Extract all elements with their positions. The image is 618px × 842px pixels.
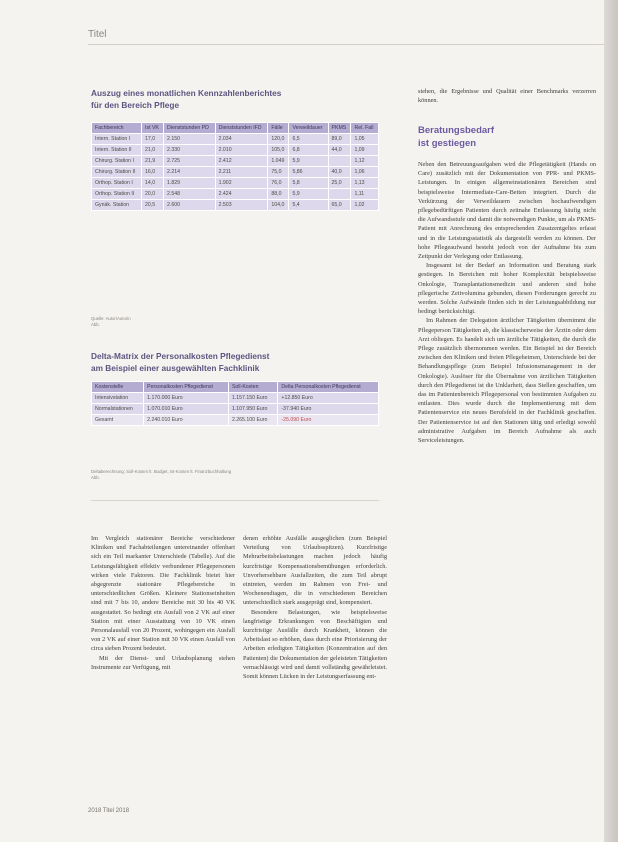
table2-cell: Intensivstation: [92, 393, 144, 404]
table1-cell: 25,0: [328, 178, 351, 189]
table1-cell: 1,02: [351, 200, 379, 211]
table2-cell: 1.107.950 Euro: [228, 404, 277, 415]
table1-cell: 1.829: [164, 178, 216, 189]
table2-source: Deltaberechnung: Soll-Kosten lt. Budget, Ist-Kosten lt. Finanzbuchhaltung Abb.: [91, 469, 232, 480]
table1-cell: 75,0: [268, 167, 289, 178]
table-row: [92, 167, 379, 178]
table-row: [92, 156, 379, 167]
table1-cell: Intern. Station II: [92, 145, 142, 156]
table1-cell: 1.049: [268, 156, 289, 167]
table1-cell: 2.725: [164, 156, 216, 167]
table2-header-cell: Kostenstelle: [92, 382, 144, 393]
table1-cell: 1,05: [351, 134, 379, 145]
table1-cell: 14,0: [142, 178, 164, 189]
page-edge-shadow: [604, 0, 618, 842]
kennzahlen-table: [91, 122, 379, 211]
table1-cell: 65,0: [328, 200, 351, 211]
table1-cell: 2.034: [215, 134, 268, 145]
table1-cell: Gynäk. Station: [92, 200, 142, 211]
table1-cell: 2.150: [164, 134, 216, 145]
table1-header-cell: Dienststunden IFD: [215, 123, 268, 134]
table2-cell: -25.090 Euro: [278, 415, 379, 426]
table1-cell: 2.010: [215, 145, 268, 156]
right-column-continuation: stehen, die Ergebnisse und Qualität einer Benchmarks verzerren können.: [418, 88, 596, 105]
table1-title: Auszug eines monatlichen Kennzahlenberichtes für den Bereich Pflege: [91, 88, 282, 110]
table1-cell: Chirurg. Station I: [92, 156, 142, 167]
table1-source: Quelle: Autor/Autorin Abb.: [91, 316, 131, 327]
table1-cell: 5,86: [289, 167, 328, 178]
table1-cell: 5,8: [289, 178, 328, 189]
table1-header-cell: Ist VK: [142, 123, 164, 134]
paragraph: Insgesamt ist der Bedarf an Information und Beratung stark gestiegen. In Bereichen mit hoher Komplexität beispielsweise Onkologie, Transplantationsmedizin und anderen sind hohe pflegerische Zeitvolumina gebunden, diesen Forderungen gerecht zu werden. Solche Aufwände finden sich in der Leistungsabbildung nur bedingt berücksichtigt.: [418, 262, 596, 316]
table1-cell: 5,9: [289, 189, 328, 200]
table-header-row: [92, 382, 379, 393]
table1-cell: 1,06: [351, 167, 379, 178]
table2-cell: 1.170.000 Euro: [144, 393, 229, 404]
table2-header-cell: Personalkosten Pflegedienst: [144, 382, 229, 393]
table1-cell: 6,5: [289, 134, 328, 145]
table1-cell: 21,9: [142, 156, 164, 167]
paragraph: Besondere Belastungen, wie beispielsweise langfristige Erkrankungen von Beschäftigten und kurzfristige Ausfälle durch Krankheit, können die Arbeitslast so erhöhen, dass durch eine Priorisierung der Arbeiten erledigten Tätigkeiten (Konzentration auf den Patienten) die Dokumentation der geleisteten Tätigkeiten vernachlässigt wird und damit vollständig gewährleistet. Somit können Lücken in der Leistungserfassung ent-: [243, 608, 387, 681]
section-heading: Beratungsbedarf ist gestiegen: [418, 125, 495, 149]
table1-cell: 104,0: [268, 200, 289, 211]
table2-header-cell: Delta Personalkosten Pflegedienst: [278, 382, 379, 393]
table1-cell: 105,0: [268, 145, 289, 156]
table1-cell: 120,0: [268, 134, 289, 145]
table1-cell: 2.548: [164, 189, 216, 200]
paragraph: Mit der Dienst- und Urlaubsplanung stehen Instrumente zur Verfügung, mit: [91, 654, 235, 671]
running-head: Titel: [88, 29, 107, 40]
table1-cell: 2.412: [215, 156, 268, 167]
table1-cell: 76,0: [268, 178, 289, 189]
table1-cell: 1,12: [351, 156, 379, 167]
table2-cell: 1.157.150 Euro: [228, 393, 277, 404]
table1-header-cell: PKMS: [328, 123, 351, 134]
table1-cell: 5,9: [289, 156, 328, 167]
table-row: [92, 415, 379, 426]
table2-cell: Normalstationen: [92, 404, 144, 415]
table1-cell: [328, 156, 351, 167]
table1-cell: 20,5: [142, 200, 164, 211]
table2-cell: +12.850 Euro: [278, 393, 379, 404]
table1-cell: 2.330: [164, 145, 216, 156]
paragraph: Neben den Betreuungsaufgaben wird die Pflegetätigkeit (Hands on Care) zusätzlich mit der Dokumentation von PPR- und PKMS-Leistungen. In einigen allgemeinstationären Bereichen sind beispielsweise Intermediate-Care-Betten integriert. Durch die Verkürzung der Verweildauern zwischen hochaufwendigen pflegebedürftigen Patienten durch zeitnahe Entlassung häufig nicht die Aufwandsstufe und damit die notwendigen Punkte, um als PKMS-Patient mit Anrechnung des entsprechenden Zusatzentgeltes erfasst und in die Leistungsstatistik als dargestellt werden zu können. Der hohe Pflegeaufwand besteht jedoch von der Aufnahme bis zum Zeitpunkt der Verlegung oder Entlassung.: [418, 161, 596, 261]
table1-cell: 1.902: [215, 178, 268, 189]
body-column-right: [418, 160, 596, 445]
table1-cell: 6,8: [289, 145, 328, 156]
table1-cell: 17,0: [142, 134, 164, 145]
section-divider: [91, 500, 379, 501]
table-row: [92, 393, 379, 404]
paragraph: Im Vergleich stationärer Bereiche verschiedener Kliniken und Fachabteilungen untereinander offenbart sich ein Teil markanter Unterschiede (Tabelle). Auf die Leistungsfähigkeit effektiv verbundener Pflegepersonen wirken viele Faktoren. Die Fachklinik bietet hier abgegrenzte stationäre Pflegebereiche in unterschiedlichen Größen. Kleinere Stationseinheiten sind mit 7 bis 10, andere Bereiche mit 30 bis 40 VK ausgestattet. So bedingt ein Ausfall von 2 VK auf einer Station mit einer Ausstattung von 10 VK einen Personalausfall von 20 Prozent, wohingegen ein Ausfall von 2 VK auf einer Station mit 30 VK einen Ausfall von circa sieben Prozent bedeutet.: [91, 535, 235, 653]
table-row: [92, 145, 379, 156]
paragraph: Im Rahmen der Delegation ärztlicher Tätigkeiten übernimmt die Pflegeperson Tätigkeiten ab, die klassischerweise der Ärztin oder dem Arzt obliegen. Es handelt sich um ärztliche Tätigkeiten, die durch die Pflege zusätzlich übernommen werden. Ein Beispiel ist der Bereich zwischen den Kliniken und freien Pflegeheimen, Unterschiede bei der Behandlungspflege (zum Beispiel Infusionsmanagement in der Onkologie). Auslöser für die Übernahme von ärztlichen Tätigkeiten durch den Pflegedienst ist die Unklarheit, dass Stellen geschaffen, um das im Patientenbereich Pflegepersonal von bestimmten Aufgaben zu entlasten. Dies wurde durch die Implementierung mit dem Patientenservice ein neues Berufsfeld in der Fachklinik geschaffen. Der Patientenservice ist auf den Stationen tätig und erledigt sowohl administrative Aufgaben im Bereich Aufnahme als auch Serviceleistungen.: [418, 317, 596, 445]
table2-header-cell: Soll-Kosten: [228, 382, 277, 393]
delta-matrix-table: [91, 381, 379, 426]
table1-cell: 16,0: [142, 167, 164, 178]
table1-cell: 2.211: [215, 167, 268, 178]
table1-cell: 20,0: [142, 189, 164, 200]
table1-cell: 89,0: [328, 134, 351, 145]
table1-cell: 1,13: [351, 178, 379, 189]
table1-cell: 44,0: [328, 145, 351, 156]
table2-cell: -37.940 Euro: [278, 404, 379, 415]
header-rule: [88, 44, 604, 45]
table1-cell: 21,0: [142, 145, 164, 156]
paragraph: denen erhöhte Ausfälle ausgeglichen (zum Beispiel Verteilung von Urlaubsspitzen). Kurzfristige Mehrarbeitsbelastungen machen jedoch häufig kurzfristige Kompensationsbemühungen erforderlich. Unvorhersehbare Ausfallzeiten, die zum Teil abrupt eintreten, werden im Rahmen von Frei- und Wochenendtagen, die in verschiedenen Bereichen unterschiedlich stark ausgeprägt sind, kompensiert.: [243, 535, 387, 607]
table1-header-cell: Fachbereich: [92, 123, 142, 134]
table2-cell: Gesamt: [92, 415, 144, 426]
table2-cell: 2.265.100 Euro: [228, 415, 277, 426]
table2-cell: 2.240.010 Euro: [144, 415, 229, 426]
table1-cell: Orthop. Station II: [92, 189, 142, 200]
table-row: [92, 178, 379, 189]
table1-cell: Orthop. Station I: [92, 178, 142, 189]
table1-cell: 1,09: [351, 145, 379, 156]
table1-header-cell: Rel. Fall: [351, 123, 379, 134]
table1-cell: 5,4: [289, 200, 328, 211]
table1-cell: 2.424: [215, 189, 268, 200]
body-column-middle: [243, 534, 387, 681]
table1-cell: 2.503: [215, 200, 268, 211]
table1-cell: 88,0: [268, 189, 289, 200]
table1-cell: 1,11: [351, 189, 379, 200]
page-footer: 2018 Titel 2018: [88, 808, 130, 814]
table2-cell: 1.070.010 Euro: [144, 404, 229, 415]
table1-cell: 40,0: [328, 167, 351, 178]
table1-header-cell: Fälle: [268, 123, 289, 134]
table1-cell: Intern. Station I: [92, 134, 142, 145]
table1-cell: Chirurg. Station II: [92, 167, 142, 178]
table2-title: Delta-Matrix der Personalkosten Pflegedienst am Beispiel einer ausgewählten Fachklinik: [91, 351, 270, 373]
table1-header-cell: Dienststunden PD: [164, 123, 216, 134]
table-row: [92, 200, 379, 211]
table1-header-cell: Verweildauer: [289, 123, 328, 134]
table-header-row: [92, 123, 379, 134]
table1-cell: 2.600: [164, 200, 216, 211]
table-row: [92, 189, 379, 200]
body-column-left: [91, 534, 235, 672]
table1-cell: [328, 189, 351, 200]
table-row: [92, 134, 379, 145]
table-row: [92, 404, 379, 415]
table1-cell: 2.214: [164, 167, 216, 178]
